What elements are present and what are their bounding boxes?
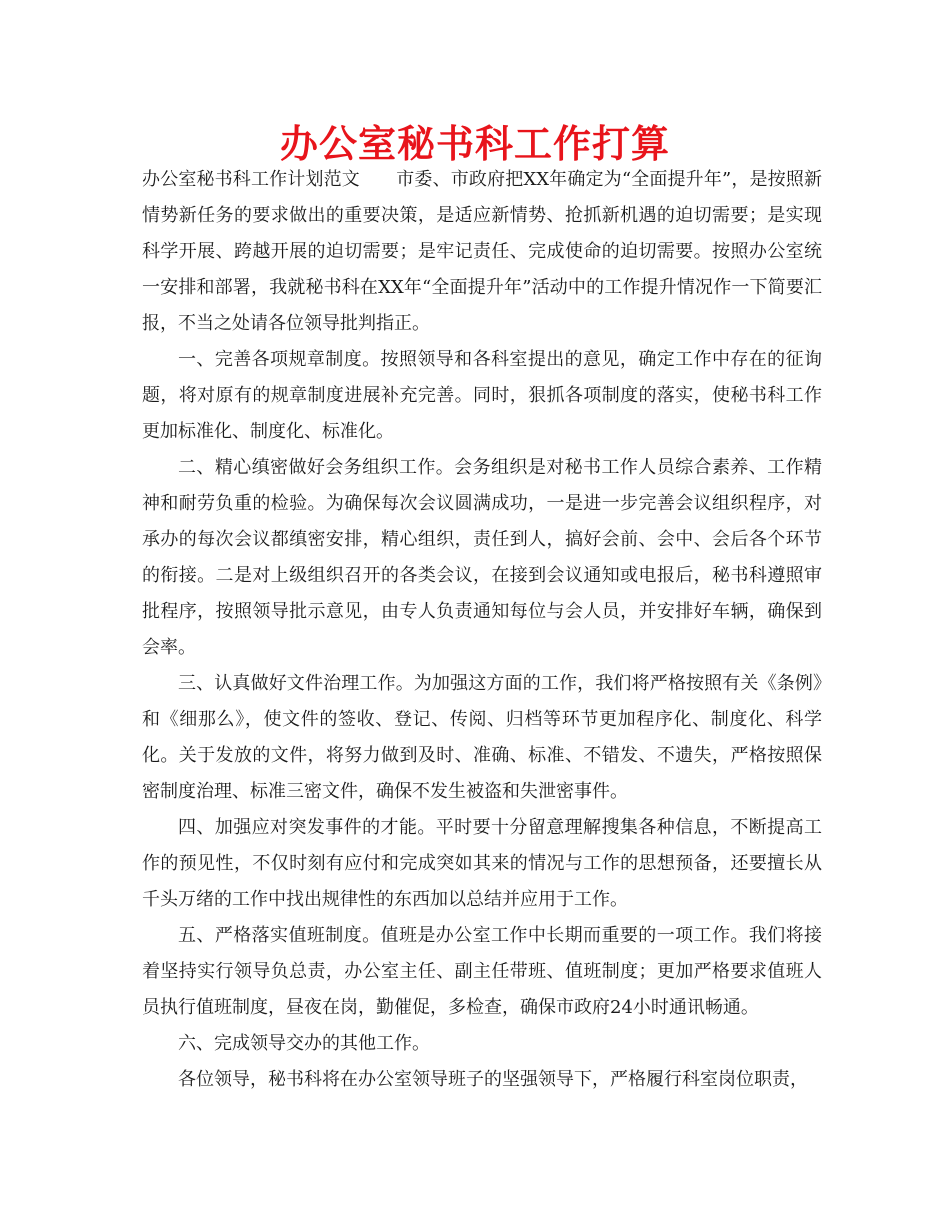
- paragraph-intro: 办公室秘书科工作计划范文 市委、市政府把XX年确定为“全面提升年”，是按照新情势新任务的要求做出的重要决策，是适应新情势、抢抓新机遇的迫切需要；是实现科学开展、跨越开展的迫切需要；是牢记责任、完成使命的迫切需要。按照办公室统一安排和部署，我就秘书科在XX年“全面提升年”活动中的工作提升情况作一下简要汇报，不当之处请各位领导批判指正。: [142, 169, 822, 334]
- document-title: 办公室秘书科工作打算: [279, 122, 670, 166]
- paragraph-section-3: 三、认真做好文件治理工作。为加强这方面的工作，我们将严格按照有关《条例》和《细那么》，使文件的签收、登记、传阅、归档等环节更加程序化、制度化、科学化。关于发放的文件，将努力做到及时、准确、标准、不错发、不遗失，严格按照保密制度治理、标准三密文件，确保不发生被盗和失泄密事件。: [142, 673, 822, 802]
- paragraph-section-4: 四、加强应对突发事件的才能。平时要十分留意理解搜集各种信息，不断提高工作的预见性，不仅时刻有应付和完成突如其来的情况与工作的思想预备，还要擅长从千头万绪的工作中找出规律性的东西加以总结并应用于工作。: [142, 817, 822, 910]
- paragraph-section-6: 六、完成领导交办的其他工作。: [178, 1033, 430, 1054]
- paragraph-closing: 各位领导，秘书科将在办公室领导班子的坚强领导下，严格履行科室岗位职责，: [178, 1069, 808, 1090]
- paragraph-section-5: 五、严格落实值班制度。值班是办公室工作中长期而重要的一项工作。我们将接着坚持实行领导负总责，办公室主任、副主任带班、值班制度；更加严格要求值班人员执行值班制度，昼夜在岗，勤催促，多检查，确保市政府24小时通讯畅通。: [142, 925, 822, 1018]
- paragraph-section-1: 一、完善各项规章制度。按照领导和各科室提出的意见，确定工作中存在的征询题，将对原有的规章制度进展补充完善。同时，狠抓各项制度的落实，使秘书科工作更加标准化、制度化、标准化。: [142, 349, 822, 442]
- document-body: [142, 162, 822, 1098]
- paragraph-section-2: 二、精心缜密做好会务组织工作。会务组织是对秘书工作人员综合素养、工作精神和耐劳负重的检验。为确保每次会议圆满成功，一是进一步完善会议组织程序，对承办的每次会议都缜密安排，精心组织，责任到人，搞好会前、会中、会后各个环节的衔接。二是对上级组织召开的各类会议，在接到会议通知或电报后，秘书科遵照审批程序，按照领导批示意见，由专人负责通知每位与会人员，并安排好车辆，确保到会率。: [142, 457, 822, 658]
